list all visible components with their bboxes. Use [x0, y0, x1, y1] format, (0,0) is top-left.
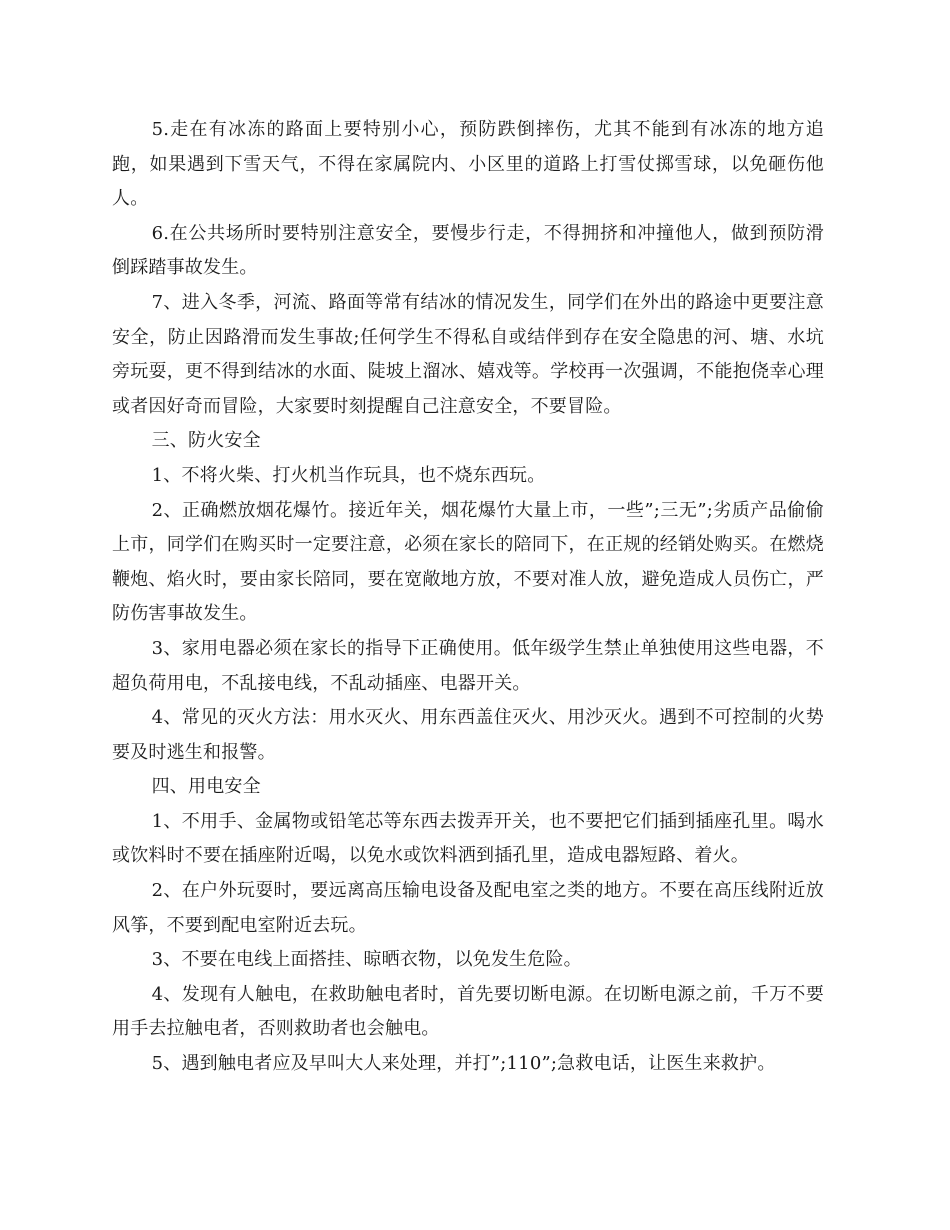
- paragraph-fire-3: 3、家用电器必须在家长的指导下正确使用。低年级学生禁止单独使用这些电器，不超负荷用电，不乱接电线，不乱动插座、电器开关。: [112, 637, 824, 694]
- paragraph-public-places: 6.在公共场所时要特别注意安全，要慢步行走，不得拥挤和冲撞他人，做到预防滑倒踩踏事故发生。: [112, 222, 824, 279]
- paragraph-electric-2: 2、在户外玩耍时，要远离高压输电设备及配电室之类的地方。不要在高压线附近放风筝，不要到配电室附近去玩。: [112, 880, 824, 936]
- paragraph-fire-4: 4、常见的灭火方法：用水灭火、用东西盖住灭火、用沙灭火。遇到不可控制的火势要及时逃生和报警。: [112, 707, 824, 763]
- paragraph-icy-road: 5.走在有冰冻的路面上要特别小心，预防跌倒摔伤，尤其不能到有冰冻的地方追跑，如果遇到下雪天气，不得在家属院内、小区里的道路上打雪仗掷雪球，以免砸伤他人。: [112, 119, 824, 210]
- paragraph-fire-1: 1、不将火柴、打火机当作玩具，也不烧东西玩。: [151, 464, 546, 486]
- paragraph-electric-5: 5、遇到触电者应及早叫大人来处理，并打”;110”;急救电话，让医生来救护。: [151, 1053, 776, 1075]
- paragraph-electric-4: 4、发现有人触电，在救助触电者时，首先要切断电源。在切断电源之前，千万不要用手去拉触电者，否则救助者也会触电。: [112, 983, 824, 1040]
- paragraph-fire-2: 2、正确燃放烟花爆竹。接近年关，烟花爆竹大量上市，一些”;三无”;劣质产品偷偷上市，同学们在购买时一定要注意，必须在家长的陪同下，在正规的经销处购买。在燃烧鞭炮、焰火时，要由家长陪同，要在宽敞地方放，不要对准人放，避免造成人员伤亡，严防伤害事故发生。: [112, 499, 824, 625]
- document-body: [112, 113, 824, 1082]
- paragraph-electric-3: 3、不要在电线上面搭挂、晾晒衣物，以免发生危险。: [151, 949, 582, 971]
- paragraph-winter-ice: 7、进入冬季，河流、路面等常有结冰的情况发生，同学们在外出的路途中更要注意安全，防止因路滑而发生事故;任何学生不得私自或结伴到存在安全隐患的河、塘、水坑旁玩耍，更不得到结冰的水面、陡坡上溜冰、嬉戏等。学校再一次强调，不能抱侥幸心理或者因好奇而冒险，大家要时刻提醒自己注意安全，不要冒险。: [112, 291, 824, 417]
- paragraph-electric-1: 1、不用手、金属物或铅笔芯等东西去拨弄开关，也不要把它们插到插座孔里。喝水或饮料时不要在插座附近喝，以免水或饮料洒到插孔里，造成电器短路、着火。: [112, 810, 824, 867]
- section-heading-electric-safety: 四、用电安全: [151, 776, 261, 798]
- section-heading-fire-safety: 三、防火安全: [151, 430, 261, 452]
